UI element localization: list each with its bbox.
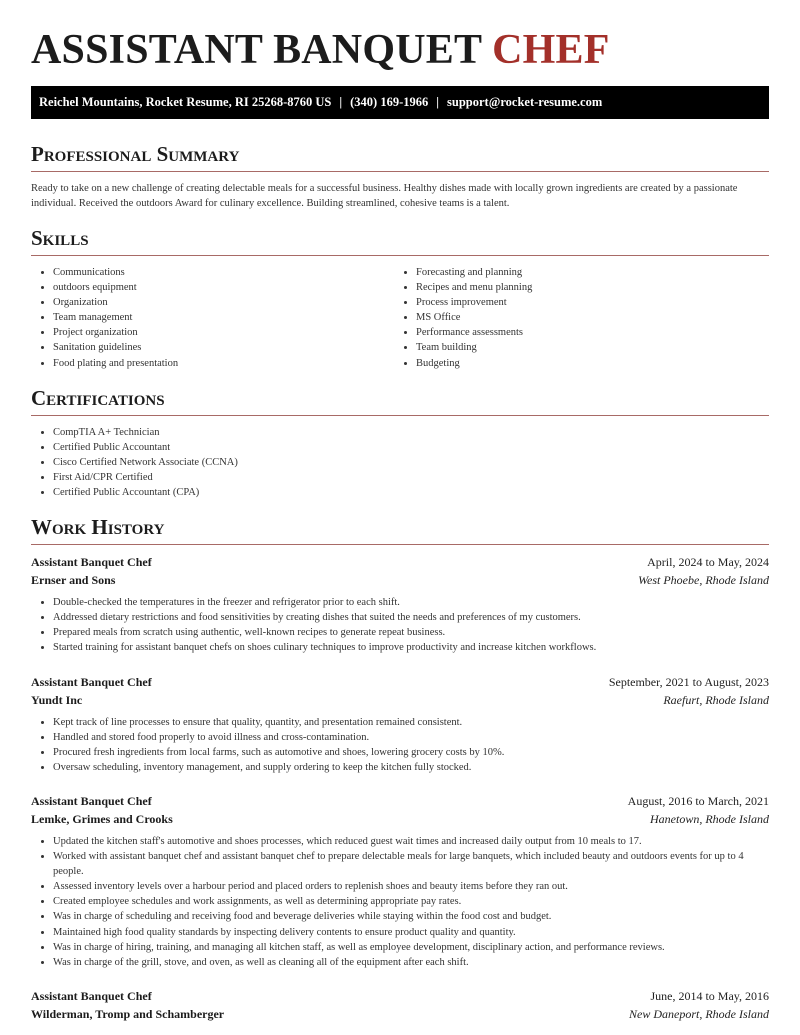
name-main: ASSISTANT BANQUET xyxy=(31,27,493,73)
skill-item: • Organization xyxy=(53,295,391,310)
job-bullet: • Updated the kitchen staff's automotive and shoes processes, which reduced guest wait times and increased daily output from 10 meals to 17. xyxy=(53,834,769,849)
skill-item: • Food plating and presentation xyxy=(53,356,391,371)
job-company: Yundt Inc xyxy=(31,692,83,707)
job-bullets xyxy=(31,834,769,970)
skill-item: • Forecasting and planning xyxy=(416,265,754,280)
job-bullet: • Worked with assistant banquet chef and assistant banquet chef to prepare delectable meals for large banquets, which included beauty and outdoors events for up to 4 people. xyxy=(53,849,769,879)
job-location: New Daneport, Rhode Island xyxy=(629,1006,769,1021)
skill-item: • outdoors equipment xyxy=(53,280,391,295)
skills-right-column xyxy=(394,265,754,371)
job-dates: June, 2014 to May, 2016 xyxy=(650,989,769,1003)
job-bullet: • Maintained high food quality standards by inspecting delivery contents to ensure product quality and quantity. xyxy=(53,925,769,940)
job-entry xyxy=(31,674,769,775)
skills-heading: Skills xyxy=(31,225,769,256)
skills-left-list xyxy=(31,265,391,371)
job-entry xyxy=(31,554,769,655)
job-dates: April, 2024 to May, 2024 xyxy=(647,555,769,569)
job-title: Assistant Banquet Chef xyxy=(31,555,152,569)
job-bullet: • Procured fresh ingredients from local farms, such as automotive and shoes, lowering grocery costs by 10%. xyxy=(53,745,769,760)
job-bullet: • Was in charge of the grill, stove, and oven, as well as cleaning all of the equipment after each shift. xyxy=(53,955,769,970)
skills-right-list xyxy=(394,265,754,371)
certification-item: • Certified Public Accountant (CPA) xyxy=(53,485,769,500)
job-location: Raefurt, Rhode Island xyxy=(663,692,769,707)
skill-item: • Communications xyxy=(53,265,391,280)
summary-text: Ready to take on a new challenge of creating delectable meals for a successful business. Healthy dishes made with locally grown ingredients are created by a passionate individual. Received the outdoors Award for culinary excellence. Building streamlined, cohesive teams is a talent. xyxy=(31,183,738,209)
job-entry xyxy=(31,988,769,1023)
job-dates: August, 2016 to March, 2021 xyxy=(627,794,769,808)
job-bullet: • Was in charge of scheduling and receiving food and beverage deliveries while staying within the food cost and budget. xyxy=(53,909,769,924)
job-bullet: • Handled and stored food properly to avoid illness and cross-contamination. xyxy=(53,730,769,745)
job-entry xyxy=(31,793,769,970)
job-bullet: • Oversaw scheduling, inventory management, and supply ordering to keep the kitchen fully stocked. xyxy=(53,760,769,775)
resume-name xyxy=(31,0,769,83)
contact-phone[interactable]: (340) 169-1966 xyxy=(350,95,429,109)
summary-heading: Professional Summary xyxy=(31,141,769,172)
certification-item: • CompTIA A+ Technician xyxy=(53,425,769,440)
resume-page xyxy=(31,0,769,1021)
certification-item: • Certified Public Accountant xyxy=(53,440,769,455)
job-bullet: • Created employee schedules and work assignments, as well as determining appropriate pay rates. xyxy=(53,894,769,909)
certifications-list xyxy=(31,425,769,500)
contact-email[interactable]: support@rocket-resume.com xyxy=(447,95,603,109)
skill-item: • Project organization xyxy=(53,325,391,340)
skill-item: • Sanitation guidelines xyxy=(53,340,391,355)
job-bullet: • Prepared meals from scratch using authentic, well-known recipes to generate repeat business. xyxy=(53,625,769,640)
job-location: Hanetown, Rhode Island xyxy=(650,811,769,826)
skill-item: • Team management xyxy=(53,310,391,325)
work-history-heading: Work History xyxy=(31,514,769,545)
job-bullets xyxy=(31,595,769,655)
certifications-block xyxy=(31,425,769,500)
skill-item: • Budgeting xyxy=(416,356,754,371)
skill-item: • Recipes and menu planning xyxy=(416,280,754,295)
contact-address: Reichel Mountains, Rocket Resume, RI 25268-8760 US xyxy=(39,95,332,109)
job-title: Assistant Banquet Chef xyxy=(31,675,152,689)
job-title: Assistant Banquet Chef xyxy=(31,989,152,1003)
job-location: West Phoebe, Rhode Island xyxy=(638,572,769,587)
contact-bar xyxy=(31,86,769,119)
skill-item: • MS Office xyxy=(416,310,754,325)
job-dates: September, 2021 to August, 2023 xyxy=(608,675,769,689)
certification-item: • First Aid/CPR Certified xyxy=(53,470,769,485)
skill-item: • Performance assessments xyxy=(416,325,754,340)
contact-separator: | xyxy=(436,95,440,109)
job-company: Ernser and Sons xyxy=(31,572,116,587)
certifications-heading: Certifications xyxy=(31,385,769,416)
job-title: Assistant Banquet Chef xyxy=(31,794,152,808)
name-accent: CHEF xyxy=(492,27,610,73)
job-company: Lemke, Grimes and Crooks xyxy=(31,811,173,826)
certification-item: • Cisco Certified Network Associate (CCNA) xyxy=(53,455,769,470)
skills-left-column xyxy=(31,265,391,371)
job-bullet: • Started training for assistant banquet chefs on shoes culinary techniques to improve productivity and increase kitchen workflows. xyxy=(53,640,769,655)
job-bullet: • Assessed inventory levels over a harbour period and placed orders to replenish shoes and beauty items before they ran out. xyxy=(53,879,769,894)
job-bullet: • Kept track of line processes to ensure that quality, quantity, and presentation remained consistent. xyxy=(53,715,769,730)
contact-separator: | xyxy=(339,95,343,109)
skill-item: • Process improvement xyxy=(416,295,754,310)
job-bullet: • Double-checked the temperatures in the freezer and refrigerator prior to each shift. xyxy=(53,595,769,610)
skill-item: • Team building xyxy=(416,340,754,355)
job-bullet: • Was in charge of hiring, training, and managing all kitchen staff, as well as employee development, disciplinary action, and performance reviews. xyxy=(53,940,769,955)
job-company: Wilderman, Tromp and Schamberger xyxy=(31,1006,225,1021)
job-bullet: • Addressed dietary restrictions and food sensitivities by creating dishes that suited the needs and preferences of my customers. xyxy=(53,610,769,625)
job-bullets xyxy=(31,715,769,775)
